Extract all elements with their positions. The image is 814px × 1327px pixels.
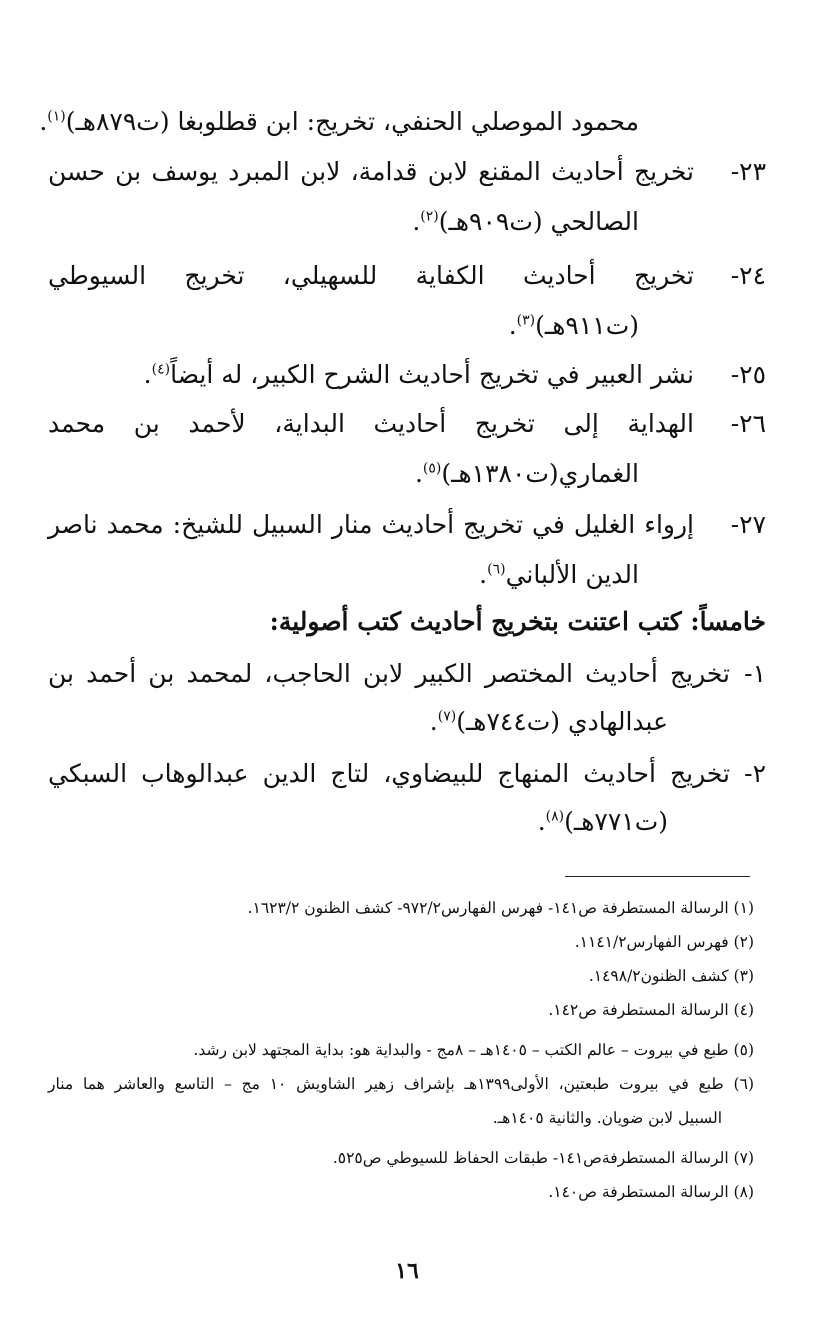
footnote-ref: (٧)	[437, 708, 457, 725]
list-item-1-cont: عبدالهادي (ت٧٤٤هـ)$^{(٧)}$.	[429, 707, 668, 736]
list-item-25: ٢٥-نشر العبير في تخريج أحاديث الشرح الكبير، له أيضاً$^{(٤)}$.	[144, 355, 766, 395]
item-text: تخريج أحاديث المقنع لابن قدامة، لابن المبرد يوسف بن حسن	[48, 157, 694, 186]
footnote-5: (٥) طبع في بيروت – عالم الكتب – ١٤٠٥هـ – ٨مج - والبداية هو: بداية المجتهد لابن رشد.	[193, 1041, 754, 1059]
list-item-26	[48, 404, 766, 444]
footnote-ref: (٥)	[422, 460, 442, 477]
item-number: ٢٤-	[730, 261, 766, 290]
list-item-24	[48, 256, 766, 296]
item-text: تخريج أحاديث المختصر الكبير لابن الحاجب، لمحمد بن أحمد بن	[48, 659, 730, 688]
footnote-8: (٨) الرسالة المستطرفة ص١٤٠.	[548, 1183, 754, 1201]
footnote-6-cont: السبيل لابن ضويان. والثانية ١٤٠٥هـ.	[492, 1109, 722, 1127]
footnote-3: (٣) كشف الظنون١٤٩٨/٢.	[588, 967, 754, 985]
item-number: ٢٦-	[730, 409, 766, 438]
item-number: ٢٥-	[730, 360, 766, 389]
section-heading: خامساً: كتب اعتنت بتخريج أحاديث كتب أصولية:	[269, 607, 766, 636]
item-text: تخريج أحاديث المنهاج للبيضاوي، لتاج الدين عبدالوهاب السبكي	[48, 759, 730, 788]
footnote-2: (٢) فهرس الفهارس١١٤١/٢.	[574, 933, 754, 951]
item-text: تخريج أحاديث الكفاية للسهيلي، تخريج السيوطي	[48, 261, 694, 290]
footnote-4: (٤) الرسالة المستطرفة ص١٤٢.	[548, 1001, 754, 1019]
item-number: ٢-	[744, 759, 766, 788]
footnote-6: (٦) طبع في بيروت طبعتين، الأولى١٣٩٩هـ بإشراف زهير الشاويش ١٠ مج – التاسع والعاشر هما منار	[48, 1075, 754, 1093]
footnote-ref: (٤)	[151, 361, 171, 378]
footnote-ref: (١)	[47, 108, 66, 125]
item-text: إرواء الغليل في تخريج أحاديث منار السبيل للشيخ: محمد ناصر	[48, 510, 694, 539]
item-text: الهداية إلى تخريج أحاديث البداية، لأحمد بن محمد	[48, 409, 694, 438]
page-number: ١٦	[395, 1258, 419, 1284]
list-item-23-cont: الصالحي (ت٩٠٩هـ)$^{(٢)}$.	[412, 207, 639, 236]
line-text: محمود الموصلي الحنفي، تخريج: ابن قطلوبغا (ت٨٧٩هـ)	[65, 107, 639, 136]
list-item-23	[48, 152, 766, 192]
list-item-24-cont: (ت٩١١هـ)$^{(٣)}$.	[508, 311, 639, 340]
footnote-ref: (٢)	[420, 208, 439, 225]
item-number: ٢٣-	[730, 157, 766, 186]
footnote-ref: (٣)	[516, 312, 536, 329]
list-item-1	[48, 654, 766, 694]
item-number: ١-	[744, 659, 766, 688]
text-line: محمود الموصلي الحنفي، تخريج: ابن قطلوبغا (ت٨٧٩هـ)$^{(١)}$.	[39, 107, 639, 136]
footnote-separator	[565, 876, 750, 877]
footnote-ref: (٨)	[545, 808, 565, 825]
footnote-ref: (٦)	[487, 561, 506, 578]
item-number: ٢٧-	[730, 510, 766, 539]
item-text: نشر العبير في تخريج أحاديث الشرح الكبير، له أيضاً	[170, 360, 694, 389]
list-item-27-cont: الدين الألباني$^{(٦)}$.	[479, 560, 639, 589]
footnote-7: (٧) الرسالة المستطرفةص١٤١- طبقات الحفاظ للسيوطي ص٥٢٥.	[332, 1149, 754, 1167]
list-item-26-cont: الغماري(ت١٣٨٠هـ)$^{(٥)}$.	[414, 459, 639, 488]
list-item-2	[48, 754, 766, 794]
list-item-2-cont: (ت٧٧١هـ)$^{(٨)}$.	[537, 807, 668, 836]
footnote-1: (١) الرسالة المستطرفة ص١٤١- فهرس الفهارس٩٧٢/٢- كشف الظنون ١٦٢٣/٢.	[247, 899, 754, 917]
list-item-27	[48, 505, 766, 545]
